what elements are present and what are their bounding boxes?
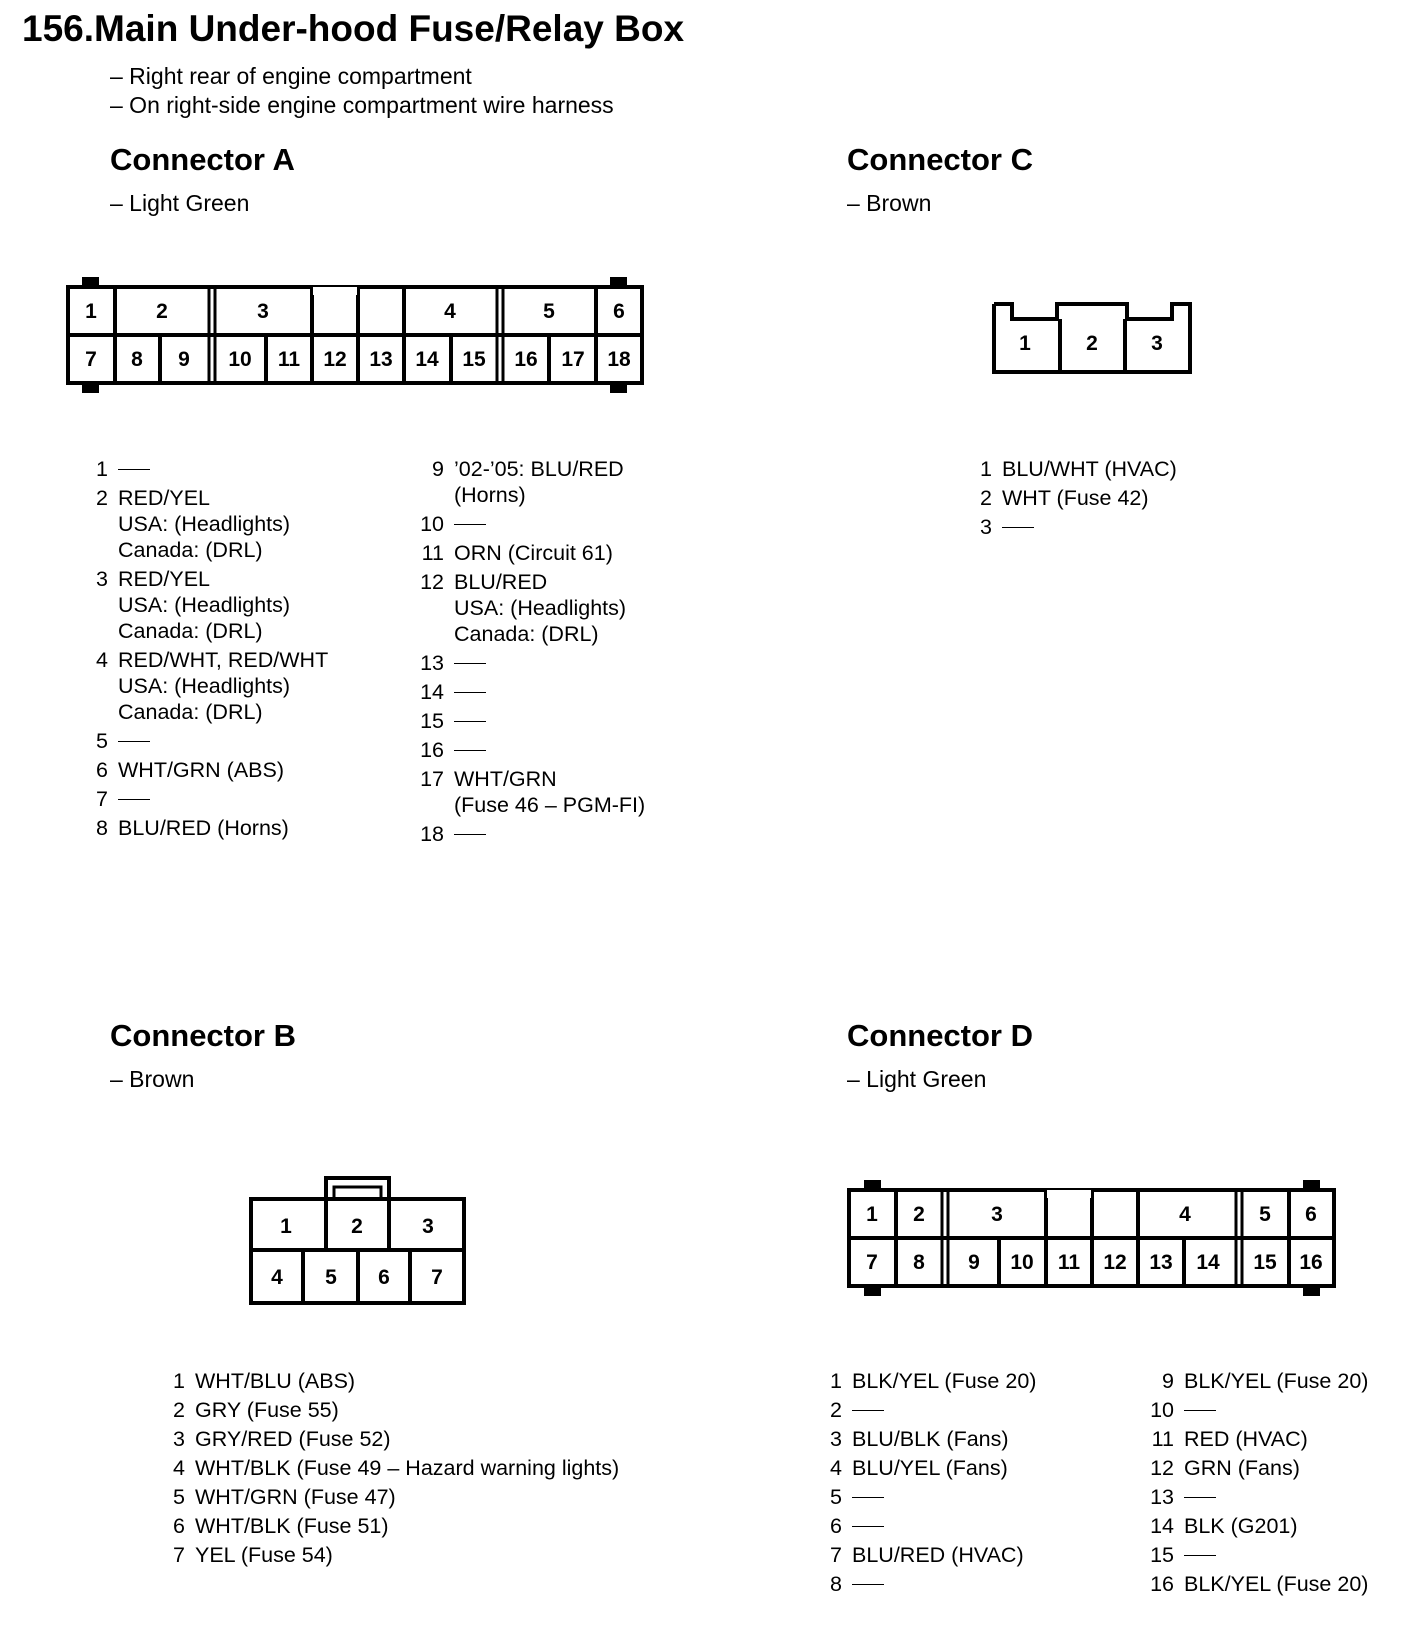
pin-description xyxy=(1184,1426,1308,1452)
pin-entry xyxy=(400,456,645,508)
no-wire-dash xyxy=(118,469,150,470)
pin-label: 3 xyxy=(257,300,269,323)
pin-number: 8 xyxy=(96,816,108,840)
pin-number: 1 xyxy=(830,1369,842,1393)
pin-label: 4 xyxy=(444,300,456,323)
pin-entry xyxy=(400,821,645,847)
pin-description xyxy=(852,1513,884,1539)
pin-description xyxy=(454,766,645,818)
pin-entry xyxy=(155,1542,619,1568)
location-note: – On right-side engine compartment wire harness xyxy=(110,92,614,118)
pin-wire-line: BLU/RED (Horns) xyxy=(118,816,289,840)
pin-label: 7 xyxy=(431,1266,443,1289)
pin-number: 4 xyxy=(173,1456,185,1480)
pin-description xyxy=(1002,456,1177,482)
pin-entry xyxy=(1130,1484,1368,1510)
connector-a-latch xyxy=(612,383,625,391)
connector-a-color: – Light Green xyxy=(110,190,250,216)
no-wire-dash xyxy=(1184,1555,1216,1556)
no-wire-dash xyxy=(454,721,486,722)
connector-d-color: – Light Green xyxy=(847,1066,987,1092)
pin-description xyxy=(852,1426,1009,1452)
connector-d-latch xyxy=(1305,1286,1318,1294)
pin-description xyxy=(195,1455,619,1481)
connector-d-pin-list-continued xyxy=(1130,1368,1368,1600)
pin-number: 8 xyxy=(830,1572,842,1596)
pin-label: 8 xyxy=(913,1251,925,1274)
no-wire-dash xyxy=(118,799,150,800)
pin-description xyxy=(454,708,486,734)
pin-label: 11 xyxy=(277,348,301,371)
pin-label: 1 xyxy=(866,1203,878,1226)
pin-label: 9 xyxy=(968,1251,980,1274)
pin-label: 3 xyxy=(1151,332,1163,355)
pin-number: 2 xyxy=(830,1398,842,1422)
pin-description xyxy=(852,1397,884,1423)
pin-number: 2 xyxy=(980,486,992,510)
pin-entry xyxy=(400,737,645,763)
pin-wire-line: GRY (Fuse 55) xyxy=(195,1398,339,1422)
pin-description xyxy=(852,1571,884,1597)
pin-entry xyxy=(1130,1542,1368,1568)
connector-d-pin-list xyxy=(812,1368,1036,1600)
no-wire-dash xyxy=(454,750,486,751)
pin-label: 1 xyxy=(1019,332,1031,355)
pin-entry xyxy=(400,679,645,705)
no-wire-dash xyxy=(1184,1410,1216,1411)
pin-entry xyxy=(1130,1571,1368,1597)
pin-label: 3 xyxy=(422,1215,434,1238)
pin-wire-line: USA: (Headlights) xyxy=(118,512,291,536)
pin-number: 6 xyxy=(830,1514,842,1538)
connector-d-title: Connector D xyxy=(847,1018,1033,1053)
no-wire-dash xyxy=(1184,1497,1216,1498)
pin-label: 2 xyxy=(913,1203,925,1226)
pin-description xyxy=(1184,1513,1298,1539)
pin-label: 16 xyxy=(514,348,538,371)
pin-entry xyxy=(400,540,645,566)
pin-entry xyxy=(155,1455,619,1481)
pin-entry xyxy=(968,456,1177,482)
pin-description xyxy=(454,511,486,537)
connector-d-housing xyxy=(849,1190,1334,1286)
pin-entry xyxy=(1130,1397,1368,1423)
pin-entry xyxy=(78,485,328,563)
pin-description xyxy=(852,1368,1036,1394)
pin-entry xyxy=(1130,1368,1368,1394)
pin-description xyxy=(454,540,613,566)
no-wire-dash xyxy=(852,1410,884,1411)
pin-wire-line: BLK/YEL (Fuse 20) xyxy=(1184,1369,1369,1393)
pin-description xyxy=(118,786,150,812)
pin-label: 15 xyxy=(462,348,486,371)
pin-number: 12 xyxy=(1150,1456,1174,1480)
connector-c-housing xyxy=(994,304,1190,372)
pin-number: 7 xyxy=(173,1543,185,1567)
pin-wire-line: (Horns) xyxy=(454,483,526,507)
connector-a-pin-list-continued xyxy=(400,456,645,850)
pin-number: 2 xyxy=(173,1398,185,1422)
pin-wire-line: RED (HVAC) xyxy=(1184,1427,1308,1451)
pin-label: 2 xyxy=(351,1215,363,1238)
pin-entry xyxy=(812,1368,1036,1394)
pin-number: 15 xyxy=(1150,1543,1174,1567)
pin-label: 2 xyxy=(156,300,168,323)
pin-wire-line: WHT/GRN (ABS) xyxy=(118,758,285,782)
pin-number: 13 xyxy=(1150,1485,1174,1509)
pin-wire-line: YEL (Fuse 54) xyxy=(195,1543,333,1567)
pin-number: 1 xyxy=(96,457,108,481)
no-wire-dash xyxy=(454,834,486,835)
pin-number: 1 xyxy=(980,457,992,481)
pin-description xyxy=(1184,1571,1368,1597)
connector-d-latch xyxy=(866,1182,879,1190)
pin-description xyxy=(195,1368,355,1394)
pin-label: 15 xyxy=(1253,1251,1277,1274)
pin-label: 5 xyxy=(1259,1203,1271,1226)
pin-wire-line: USA: (Headlights) xyxy=(118,674,291,698)
connector-d-latch xyxy=(866,1286,879,1294)
pin-description xyxy=(118,456,150,482)
pin-label: 3 xyxy=(991,1203,1003,1226)
no-wire-dash xyxy=(852,1526,884,1527)
pin-number: 9 xyxy=(1162,1369,1174,1393)
pin-number: 7 xyxy=(96,787,108,811)
pin-wire-line: WHT/BLK (Fuse 51) xyxy=(195,1514,389,1538)
pin-wire-line: BLK/YEL (Fuse 20) xyxy=(1184,1572,1369,1596)
pin-entry xyxy=(812,1397,1036,1423)
pin-description xyxy=(1002,514,1034,540)
pin-entry xyxy=(155,1484,619,1510)
pin-description xyxy=(195,1426,391,1452)
pin-wire-line: Canada: (DRL) xyxy=(454,622,599,646)
pin-entry xyxy=(78,728,328,754)
pin-description xyxy=(118,647,328,725)
pin-description xyxy=(1184,1368,1368,1394)
pin-label: 7 xyxy=(866,1251,878,1274)
pin-number: 16 xyxy=(420,738,444,762)
connector-a-title: Connector A xyxy=(110,142,295,177)
pin-wire-line: Canada: (DRL) xyxy=(118,700,263,724)
connector-a-housing xyxy=(68,287,642,383)
page-title xyxy=(22,8,684,50)
pin-entry xyxy=(400,650,645,676)
pin-description xyxy=(454,821,486,847)
pin-number: 5 xyxy=(96,729,108,753)
pin-label: 16 xyxy=(1299,1251,1323,1274)
pin-entry xyxy=(812,1484,1036,1510)
pin-entry xyxy=(1130,1513,1368,1539)
pin-number: 3 xyxy=(980,515,992,539)
connector-b-housing xyxy=(251,1199,464,1303)
pin-label: 13 xyxy=(1149,1251,1173,1274)
pin-wire-line: WHT/BLK (Fuse 49 – Hazard warning lights) xyxy=(195,1456,620,1480)
pin-label: 8 xyxy=(131,348,143,371)
pin-number: 4 xyxy=(830,1456,842,1480)
pin-number: 12 xyxy=(420,570,444,594)
pin-entry xyxy=(155,1513,619,1539)
pin-entry xyxy=(812,1571,1036,1597)
pin-description xyxy=(118,566,290,644)
pin-label: 12 xyxy=(1103,1251,1127,1274)
pin-label: 7 xyxy=(85,348,97,371)
pin-number: 6 xyxy=(173,1514,185,1538)
pin-number: 5 xyxy=(830,1485,842,1509)
pin-entry xyxy=(400,708,645,734)
pin-label: 14 xyxy=(1196,1251,1220,1274)
connector-b-pin-list xyxy=(155,1368,619,1571)
location-note: – Right rear of engine compartment xyxy=(110,63,472,89)
connector-a-pin-list xyxy=(78,456,328,844)
page-title-text: Main Under-hood Fuse/Relay Box xyxy=(94,8,685,49)
no-wire-dash xyxy=(454,692,486,693)
connector-c-color: – Brown xyxy=(847,190,932,216)
pin-description xyxy=(118,485,290,563)
pin-wire-line: WHT/GRN xyxy=(454,767,557,791)
pin-number: 15 xyxy=(420,709,444,733)
pin-wire-line: BLU/WHT (HVAC) xyxy=(1002,457,1177,481)
pin-description xyxy=(195,1484,396,1510)
pin-entry xyxy=(78,815,328,841)
pin-label: 6 xyxy=(613,300,625,323)
connector-c-title: Connector C xyxy=(847,142,1033,177)
pin-description xyxy=(454,456,624,508)
pin-label: 18 xyxy=(607,348,631,371)
pin-label: 14 xyxy=(415,348,439,371)
pin-wire-line: USA: (Headlights) xyxy=(454,596,627,620)
pin-description xyxy=(1184,1484,1216,1510)
pin-number: 4 xyxy=(96,648,108,672)
pin-entry xyxy=(968,514,1177,540)
connector-a-latch xyxy=(84,279,97,287)
pin-number: 7 xyxy=(830,1543,842,1567)
pin-number: 18 xyxy=(420,822,444,846)
pin-wire-line: RED/YEL xyxy=(118,567,211,591)
pin-wire-line: BLU/BLK (Fans) xyxy=(852,1427,1009,1451)
pin-wire-line: BLU/YEL (Fans) xyxy=(852,1456,1008,1480)
pin-number: 17 xyxy=(420,767,444,791)
pin-number: 1 xyxy=(173,1369,185,1393)
pin-description xyxy=(454,679,486,705)
pin-number: 16 xyxy=(1150,1572,1174,1596)
pin-wire-line: GRN (Fans) xyxy=(1184,1456,1300,1480)
pin-description xyxy=(852,1484,884,1510)
pin-description xyxy=(118,815,289,841)
pin-number: 10 xyxy=(1150,1398,1174,1422)
pin-entry xyxy=(400,766,645,818)
pin-description xyxy=(1184,1455,1300,1481)
pin-number: 3 xyxy=(173,1427,185,1451)
pin-description xyxy=(118,728,150,754)
pin-wire-line: GRY/RED (Fuse 52) xyxy=(195,1427,391,1451)
page-number: 156. xyxy=(22,8,95,49)
pin-label: 6 xyxy=(1305,1203,1317,1226)
pin-entry xyxy=(155,1368,619,1394)
pin-label: 10 xyxy=(1010,1251,1034,1274)
pin-entry xyxy=(1130,1455,1368,1481)
no-wire-dash xyxy=(1002,527,1034,528)
pin-wire-line: WHT/BLU (ABS) xyxy=(195,1369,356,1393)
no-wire-dash xyxy=(852,1584,884,1585)
pin-wire-line: BLK (G201) xyxy=(1184,1514,1298,1538)
pin-description xyxy=(118,757,284,783)
pin-label: 13 xyxy=(369,348,393,371)
pin-description xyxy=(195,1397,339,1423)
pin-description xyxy=(454,569,626,647)
pin-wire-line: RED/WHT, RED/WHT xyxy=(118,648,329,672)
pin-number: 11 xyxy=(421,541,444,565)
no-wire-dash xyxy=(852,1497,884,1498)
pin-description xyxy=(454,650,486,676)
pin-label: 11 xyxy=(1057,1251,1081,1274)
pin-label: 9 xyxy=(178,348,190,371)
pin-entry xyxy=(78,456,328,482)
pin-label: 1 xyxy=(85,300,97,323)
pin-wire-line: WHT (Fuse 42) xyxy=(1002,486,1149,510)
pin-label: 5 xyxy=(325,1266,337,1289)
pin-description xyxy=(454,737,486,763)
pin-number: 9 xyxy=(432,457,444,481)
pin-entry xyxy=(812,1542,1036,1568)
pin-number: 2 xyxy=(96,486,108,510)
pin-entry xyxy=(78,647,328,725)
pin-wire-line: USA: (Headlights) xyxy=(118,593,291,617)
pin-entry xyxy=(968,485,1177,511)
location-notes xyxy=(110,62,614,120)
pin-wire-line: ORN (Circuit 61) xyxy=(454,541,613,565)
pin-wire-line: Canada: (DRL) xyxy=(118,619,263,643)
pin-number: 11 xyxy=(1151,1427,1174,1451)
connector-c-pin-list xyxy=(968,456,1177,543)
pin-description xyxy=(195,1542,333,1568)
pin-description xyxy=(1184,1397,1216,1423)
pin-entry xyxy=(1130,1426,1368,1452)
pin-number: 5 xyxy=(173,1485,185,1509)
pin-label: 17 xyxy=(561,348,585,371)
pin-label: 5 xyxy=(543,300,555,323)
pin-description xyxy=(852,1455,1008,1481)
pin-number: 3 xyxy=(830,1427,842,1451)
pin-entry xyxy=(155,1426,619,1452)
pin-wire-line: Canada: (DRL) xyxy=(118,538,263,562)
pin-wire-line: BLU/RED (HVAC) xyxy=(852,1543,1024,1567)
pin-wire-line: (Fuse 46 – PGM-FI) xyxy=(454,793,646,817)
no-wire-dash xyxy=(454,663,486,664)
pin-number: 10 xyxy=(420,512,444,536)
pin-description xyxy=(195,1513,389,1539)
pin-entry xyxy=(812,1426,1036,1452)
pin-label: 4 xyxy=(271,1266,283,1289)
pin-wire-line: BLU/RED xyxy=(454,570,548,594)
no-wire-dash xyxy=(454,524,486,525)
connector-b-color: – Brown xyxy=(110,1066,195,1092)
pin-entry xyxy=(400,569,645,647)
pin-number: 14 xyxy=(420,680,444,704)
pin-label: 10 xyxy=(228,348,252,371)
pin-entry xyxy=(812,1513,1036,1539)
pin-number: 13 xyxy=(420,651,444,675)
pin-label: 4 xyxy=(1179,1203,1191,1226)
pin-label: 1 xyxy=(280,1215,292,1238)
connector-a-latch xyxy=(612,279,625,287)
pin-wire-line: RED/YEL xyxy=(118,486,211,510)
pin-wire-line: ’02-’05: BLU/RED xyxy=(454,457,624,481)
connector-d-latch xyxy=(1305,1182,1318,1190)
pin-description xyxy=(852,1542,1024,1568)
pin-entry xyxy=(812,1455,1036,1481)
connector-a-latch xyxy=(84,383,97,391)
pin-description xyxy=(1184,1542,1216,1568)
pin-entry xyxy=(78,757,328,783)
connector-b-title: Connector B xyxy=(110,1018,296,1053)
pin-number: 3 xyxy=(96,567,108,591)
pin-number: 14 xyxy=(1150,1514,1174,1538)
pin-entry xyxy=(78,786,328,812)
pin-number: 6 xyxy=(96,758,108,782)
pin-wire-line: BLK/YEL (Fuse 20) xyxy=(852,1369,1037,1393)
no-wire-dash xyxy=(118,741,150,742)
pin-label: 2 xyxy=(1086,332,1098,355)
pin-wire-line: WHT/GRN (Fuse 47) xyxy=(195,1485,396,1509)
pin-entry xyxy=(155,1397,619,1423)
pin-entry xyxy=(78,566,328,644)
pin-description xyxy=(1002,485,1149,511)
pin-label: 12 xyxy=(323,348,347,371)
pin-entry xyxy=(400,511,645,537)
pin-label: 6 xyxy=(378,1266,390,1289)
